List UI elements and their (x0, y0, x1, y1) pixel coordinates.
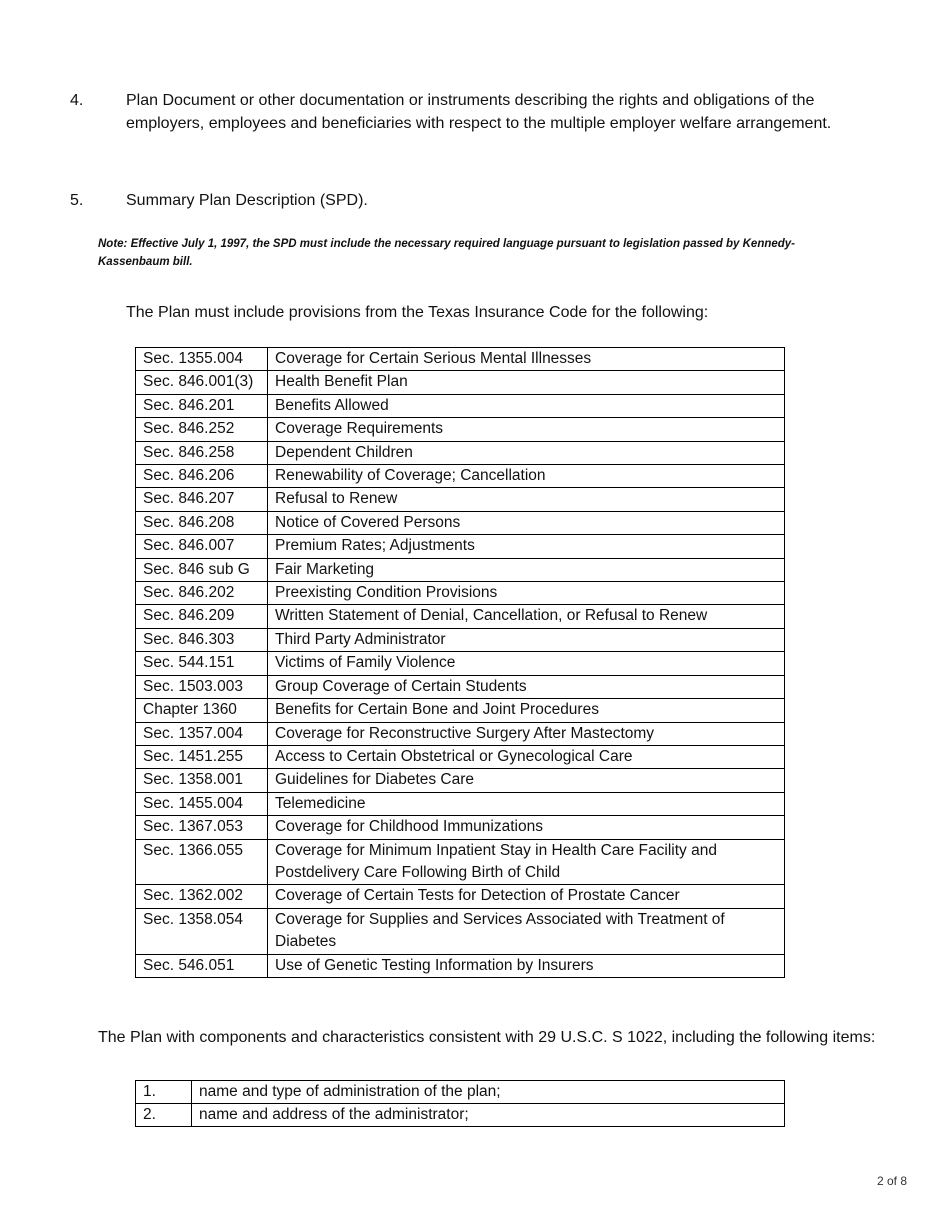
section-cell: Sec. 1366.055 (136, 839, 268, 885)
list-item-text: Summary Plan Description (SPD). (126, 192, 368, 209)
section-cell: Sec. 1362.002 (136, 885, 268, 908)
table-row (136, 885, 785, 908)
table-row (136, 1081, 785, 1104)
section-cell: Sec. 846.206 (136, 465, 268, 488)
table-row (136, 488, 785, 511)
section-cell: Sec. 1355.004 (136, 348, 268, 371)
description-cell: Group Coverage of Certain Students (268, 675, 785, 698)
description-cell: Premium Rates; Adjustments (268, 535, 785, 558)
section-cell: Sec. 846.303 (136, 628, 268, 651)
section-cell: Sec. 1367.053 (136, 816, 268, 839)
table-row (136, 582, 785, 605)
section-cell: Sec. 846.007 (136, 535, 268, 558)
section-cell: Sec. 846.258 (136, 441, 268, 464)
description-cell: Coverage of Certain Tests for Detection of Prostate Cancer (268, 885, 785, 908)
description-cell: Renewability of Coverage; Cancellation (268, 465, 785, 488)
section-cell: Sec. 546.051 (136, 954, 268, 977)
insurance-code-table (135, 347, 785, 978)
description-cell: Benefits for Certain Bone and Joint Procedures (268, 699, 785, 722)
spd-note: Note: Effective July 1, 1997, the SPD must include the necessary required language pursuant to legislation passed by Kennedy-Kassenbaum bill. (98, 238, 796, 268)
description-cell: Telemedicine (268, 792, 785, 815)
table-row (136, 465, 785, 488)
description-cell: Coverage for Minimum Inpatient Stay in Health Care Facility and Postdelivery Care Following Birth of Child (268, 839, 785, 885)
table-row (136, 675, 785, 698)
description-cell: Third Party Administrator (268, 628, 785, 651)
description-cell: Refusal to Renew (268, 488, 785, 511)
description-cell: Benefits Allowed (268, 394, 785, 417)
description-cell: Coverage for Supplies and Services Associated with Treatment of Diabetes (268, 908, 785, 954)
table-row (136, 394, 785, 417)
section-cell: Sec. 846.201 (136, 394, 268, 417)
description-cell: Fair Marketing (268, 558, 785, 581)
section-cell: Sec. 1357.004 (136, 722, 268, 745)
description-cell: Coverage for Reconstructive Surgery After Mastectomy (268, 722, 785, 745)
table-row (136, 535, 785, 558)
table-row (136, 699, 785, 722)
description-cell: Written Statement of Denial, Cancellation, or Refusal to Renew (268, 605, 785, 628)
item-number-cell: 2. (136, 1104, 192, 1127)
table-row (136, 511, 785, 534)
table-row (136, 558, 785, 581)
components-table (135, 1080, 785, 1127)
description-cell: Use of Genetic Testing Information by Insurers (268, 954, 785, 977)
description-cell: Coverage for Childhood Immunizations (268, 816, 785, 839)
table-row (136, 839, 785, 885)
table-row (136, 652, 785, 675)
section-cell: Sec. 544.151 (136, 652, 268, 675)
section-cell: Sec. 846.208 (136, 511, 268, 534)
components-intro: The Plan with components and characteristics consistent with 29 U.S.C. S 1022, including the following items: (98, 1029, 876, 1046)
section-cell: Sec. 846.001(3) (136, 371, 268, 394)
section-cell: Sec. 846.202 (136, 582, 268, 605)
item-text-cell: name and address of the administrator; (192, 1104, 785, 1127)
section-cell: Sec. 846 sub G (136, 558, 268, 581)
item-text-cell: name and type of administration of the plan; (192, 1081, 785, 1104)
description-cell: Victims of Family Violence (268, 652, 785, 675)
table-row (136, 418, 785, 441)
list-item-number: 4. (70, 92, 84, 109)
section-cell: Sec. 1358.054 (136, 908, 268, 954)
table-row (136, 1104, 785, 1127)
table-row (136, 745, 785, 768)
description-cell: Dependent Children (268, 441, 785, 464)
list-item-text: Plan Document or other documentation or instruments describing the rights and obligations of the employers, employees and beneficiaries with respect to the multiple employer welfare arrangement. (126, 92, 832, 132)
description-cell: Notice of Covered Persons (268, 511, 785, 534)
section-cell: Sec. 1451.255 (136, 745, 268, 768)
table-row (136, 722, 785, 745)
table-row (136, 371, 785, 394)
section-cell: Chapter 1360 (136, 699, 268, 722)
table-row (136, 441, 785, 464)
table-row (136, 816, 785, 839)
item-number-cell: 1. (136, 1081, 192, 1104)
section-cell: Sec. 846.209 (136, 605, 268, 628)
section-cell: Sec. 846.252 (136, 418, 268, 441)
table-row (136, 954, 785, 977)
table-row (136, 792, 785, 815)
table-row (136, 348, 785, 371)
list-item-number: 5. (70, 192, 84, 209)
table-row (136, 908, 785, 954)
section-cell: Sec. 1455.004 (136, 792, 268, 815)
section-cell: Sec. 1503.003 (136, 675, 268, 698)
section-cell: Sec. 846.207 (136, 488, 268, 511)
description-cell: Coverage Requirements (268, 418, 785, 441)
description-cell: Preexisting Condition Provisions (268, 582, 785, 605)
table-row (136, 628, 785, 651)
table-row (136, 605, 785, 628)
table-row (136, 769, 785, 792)
section-cell: Sec. 1358.001 (136, 769, 268, 792)
description-cell: Access to Certain Obstetrical or Gynecological Care (268, 745, 785, 768)
provisions-intro: The Plan must include provisions from the Texas Insurance Code for the following: (126, 304, 709, 321)
description-cell: Guidelines for Diabetes Care (268, 769, 785, 792)
description-cell: Health Benefit Plan (268, 371, 785, 394)
description-cell: Coverage for Certain Serious Mental Illnesses (268, 348, 785, 371)
page-number: 2 of 8 (876, 1174, 907, 1188)
